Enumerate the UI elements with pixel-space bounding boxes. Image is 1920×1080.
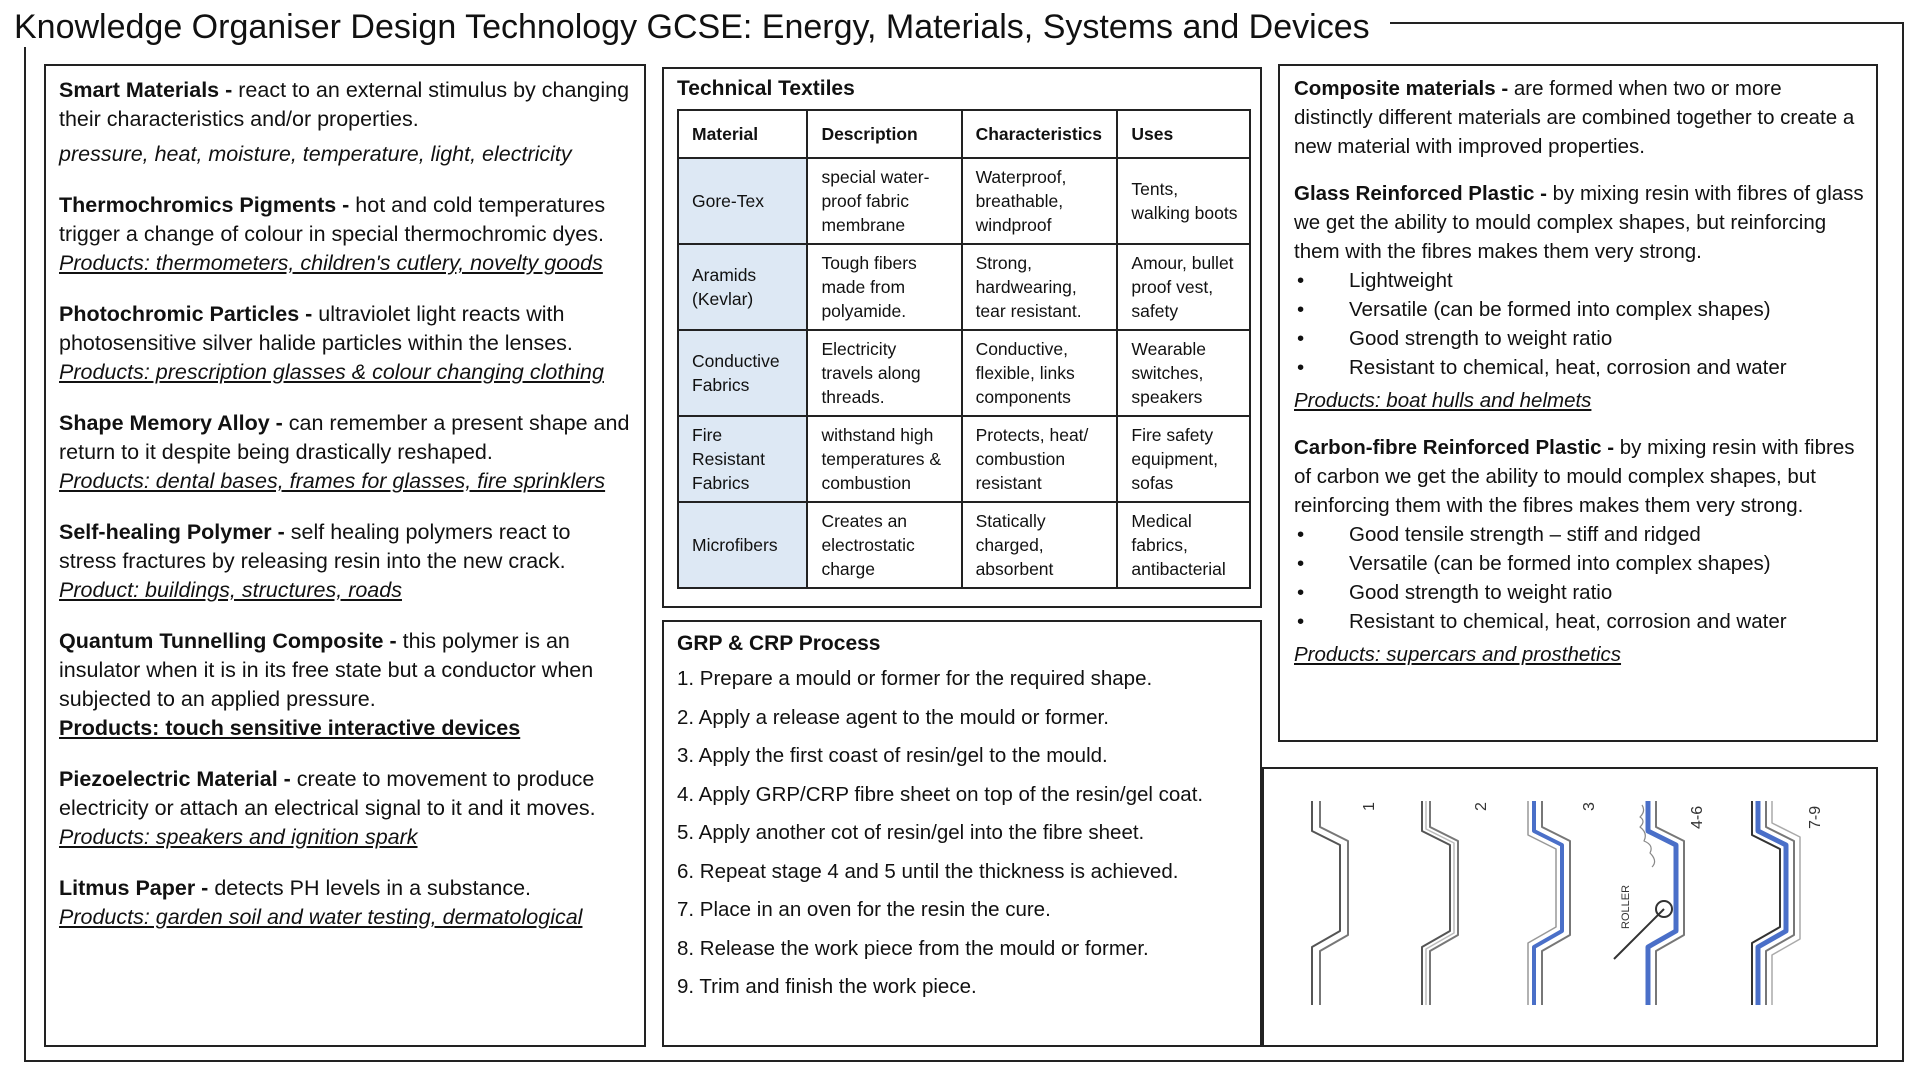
entry-name: Carbon-fibre Reinforced Plastic [1294,436,1602,459]
qtc-entry [59,627,632,743]
header-material: Material [678,110,807,158]
cell-characteristics: Waterproof, breathable, windproof [962,158,1118,244]
stage-7-9-label: 7-9 [1807,805,1824,829]
entry-products: Products: speakers and ignition spark [59,825,418,849]
entry-products: Products: touch sensitive interactive devices [59,716,521,740]
cell-material: Fire Resistant Fabrics [678,416,807,502]
stage-1-label: 1 [1361,802,1378,811]
stage-2-mould [1422,801,1490,1005]
grp-properties-list [1294,266,1864,382]
moulding-stages-illustration [1264,769,1876,1045]
entry-desc: ultraviolet light reacts with photosensitive silver halide particles within the lenses. [59,302,573,355]
entry-sep: - [269,411,289,435]
stage-3-label: 3 [1581,802,1598,811]
process-step: 5. Apply another cot of resin/gel into the fibre sheet. [677,821,1145,844]
textiles-table [677,109,1251,589]
table-row [678,244,1250,330]
entry-name: Litmus Paper [59,876,196,900]
stage-2-label: 2 [1473,802,1490,811]
table-header-row [678,110,1250,158]
entry-name: Composite materials [1294,77,1496,100]
cell-uses: Wearable switches, speakers [1117,330,1250,416]
entry-products: Products: prescription glasses & colour changing clothing [59,360,604,384]
entry-desc: by mixing resin with fibres of carbon we get the ability to mould complex shapes, but reinforcing them with the fibres makes them very strong. [1294,436,1855,517]
stimulus-examples: pressure, heat, moisture, temperature, light, electricity [59,142,572,166]
entry-sep: - [1534,182,1553,205]
list-item: • Resistant to chemical, heat, corrosion and water [1294,353,1864,382]
cell-description: withstand high temperatures & combustion [807,416,961,502]
shape-memory-alloy-entry [59,409,632,496]
list-item: • Good strength to weight ratio [1294,324,1864,353]
process-step: 1. Prepare a mould or former for the required shape. [677,667,1153,690]
entry-name: Quantum Tunnelling Composite [59,629,384,653]
process-title: GRP & CRP Process [677,632,881,655]
cell-description: Creates an electrostatic charge [807,502,961,588]
process-step: 7. Place in an oven for the resin the cure. [677,898,1051,921]
composite-intro [1294,74,1864,161]
list-item: • Versatile (can be formed into complex shapes) [1294,295,1864,324]
cell-characteristics: Protects, heat/ combustion resistant [962,416,1118,502]
stage-1-mould [1312,801,1378,1005]
entry-sep: - [383,629,403,653]
entry-sep: - [277,767,297,791]
entry-name: Shape Memory Alloy [59,411,270,435]
entry-name: Thermochromics Pigments [59,193,337,217]
smart-materials-panel [44,64,646,1047]
entry-sep: - [1495,77,1514,100]
roller-label: ROLLER [1620,884,1632,929]
cell-characteristics: Conductive, flexible, links components [962,330,1118,416]
cell-uses: Amour, bullet proof vest, safety [1117,244,1250,330]
process-step: 4. Apply GRP/CRP fibre sheet on top of the resin/gel coat. [677,782,1204,806]
entry-desc: are formed when two or more distinctly different materials are combined together to create a new material with improved properties. [1294,77,1855,158]
process-step: 3. Apply the first coast of resin/gel to the mould. [677,744,1108,767]
entry-sep: - [336,193,356,217]
entry-products: Products: thermometers, children's cutlery, novelty goods [59,251,603,275]
cell-material: Aramids (Kevlar) [678,244,807,330]
entry-name: Glass Reinforced Plastic [1294,182,1535,205]
table-row [678,502,1250,588]
entry-name: Smart Materials [59,78,220,102]
technical-textiles-panel [662,67,1262,608]
piezoelectric-entry [59,765,632,852]
grp-products: Products: boat hulls and helmets [1294,389,1592,412]
header-characteristics: Characteristics [962,110,1118,158]
entry-sep: - [195,876,215,900]
cell-description: Electricity travels along threads. [807,330,961,416]
cell-characteristics: Strong, hardwearing, tear resistant. [962,244,1118,330]
entry-name: Self-healing Polymer [59,520,272,544]
list-item: • Resistant to chemical, heat, corrosion and water [1294,607,1864,636]
entry-sep: - [219,78,239,102]
entry-products: Products: dental bases, frames for glasses, fire sprinklers [59,469,606,493]
list-item: • Lightweight [1294,266,1864,295]
entry-name: Piezoelectric Material [59,767,278,791]
entry-desc: self healing polymers react to stress fractures by releasing resin into the new crack. [59,520,571,573]
cell-description: special water-proof fabric membrane [807,158,961,244]
process-step: 2. Apply a release agent to the mould or former. [677,705,1109,729]
cell-description: Tough fibers made from polyamide. [807,244,961,330]
entry-name: Photochromic Particles [59,302,300,326]
crp-properties-list [1294,520,1864,636]
process-step: 6. Repeat stage 4 and 5 until the thickness is achieved. [677,859,1179,883]
crp-products: Products: supercars and prosthetics [1294,643,1622,666]
cell-material: Microfibers [678,502,807,588]
entry-desc: hot and cold temperatures trigger a change of colour in special thermochromic dyes. [59,193,606,246]
entry-sep: - [299,302,319,326]
entry-desc: can remember a present shape and return to it despite being drastically reshaped. [59,411,630,464]
cell-uses: Fire safety equipment, sofas [1117,416,1250,502]
entry-products: Product: buildings, structures, roads [59,578,402,602]
list-item: • Versatile (can be formed into complex shapes) [1294,549,1864,578]
smart-materials-entry [59,76,632,169]
list-item: • Good tensile strength – stiff and ridged [1294,520,1864,549]
table-row [678,330,1250,416]
technical-textiles-title: Technical Textiles [677,77,855,100]
cell-characteristics: Statically charged, absorbent [962,502,1118,588]
stage-4-6-mould [1614,801,1706,1005]
grp-description [1294,179,1864,266]
crp-description [1294,433,1864,520]
stage-4-6-label: 4-6 [1689,805,1706,829]
stage-7-9-mould [1752,801,1824,1005]
cell-material: Gore-Tex [678,158,807,244]
header-uses: Uses [1117,110,1250,158]
entry-desc: react to an external stimulus by changing their characteristics and/or properties. [59,78,630,131]
list-item: • Good strength to weight ratio [1294,578,1864,607]
thermochromic-entry [59,191,632,278]
cell-material: Conductive Fabrics [678,330,807,416]
entry-sep: - [1601,436,1620,459]
entry-desc: create to movement to produce electricity or attach an electrical signal to it and it moves. [59,767,596,820]
self-healing-polymer-entry [59,518,632,605]
process-step: 8. Release the work piece from the mould or former. [677,936,1149,960]
table-row [678,158,1250,244]
cell-uses: Medical fabrics, antibacterial [1117,502,1250,588]
table-row [678,416,1250,502]
entry-desc: this polymer is an insulator when it is in its free state but a conductor when subjected to an applied pressure. [59,629,594,711]
moulding-stages-diagram [1262,767,1878,1047]
stage-3-mould [1528,801,1598,1005]
header-description: Description [807,110,961,158]
litmus-entry [59,874,632,932]
process-step: 9. Trim and finish the work piece. [677,975,977,998]
grp-crp-process-panel [662,620,1262,1047]
composite-materials-panel [1278,64,1878,742]
entry-desc: by mixing resin with fibres of glass we get the ability to mould complex shapes, but reinforcing them with the fibres makes them very strong. [1294,182,1864,263]
page-title: Knowledge Organiser Design Technology GCSE: Energy, Materials, Systems and Devices [14,8,1390,47]
photochromic-entry [59,300,632,387]
entry-products: Products: garden soil and water testing, dermatological [59,905,583,929]
cell-uses: Tents, walking boots [1117,158,1250,244]
entry-sep: - [271,520,291,544]
entry-desc: detects PH levels in a substance. [214,876,532,900]
